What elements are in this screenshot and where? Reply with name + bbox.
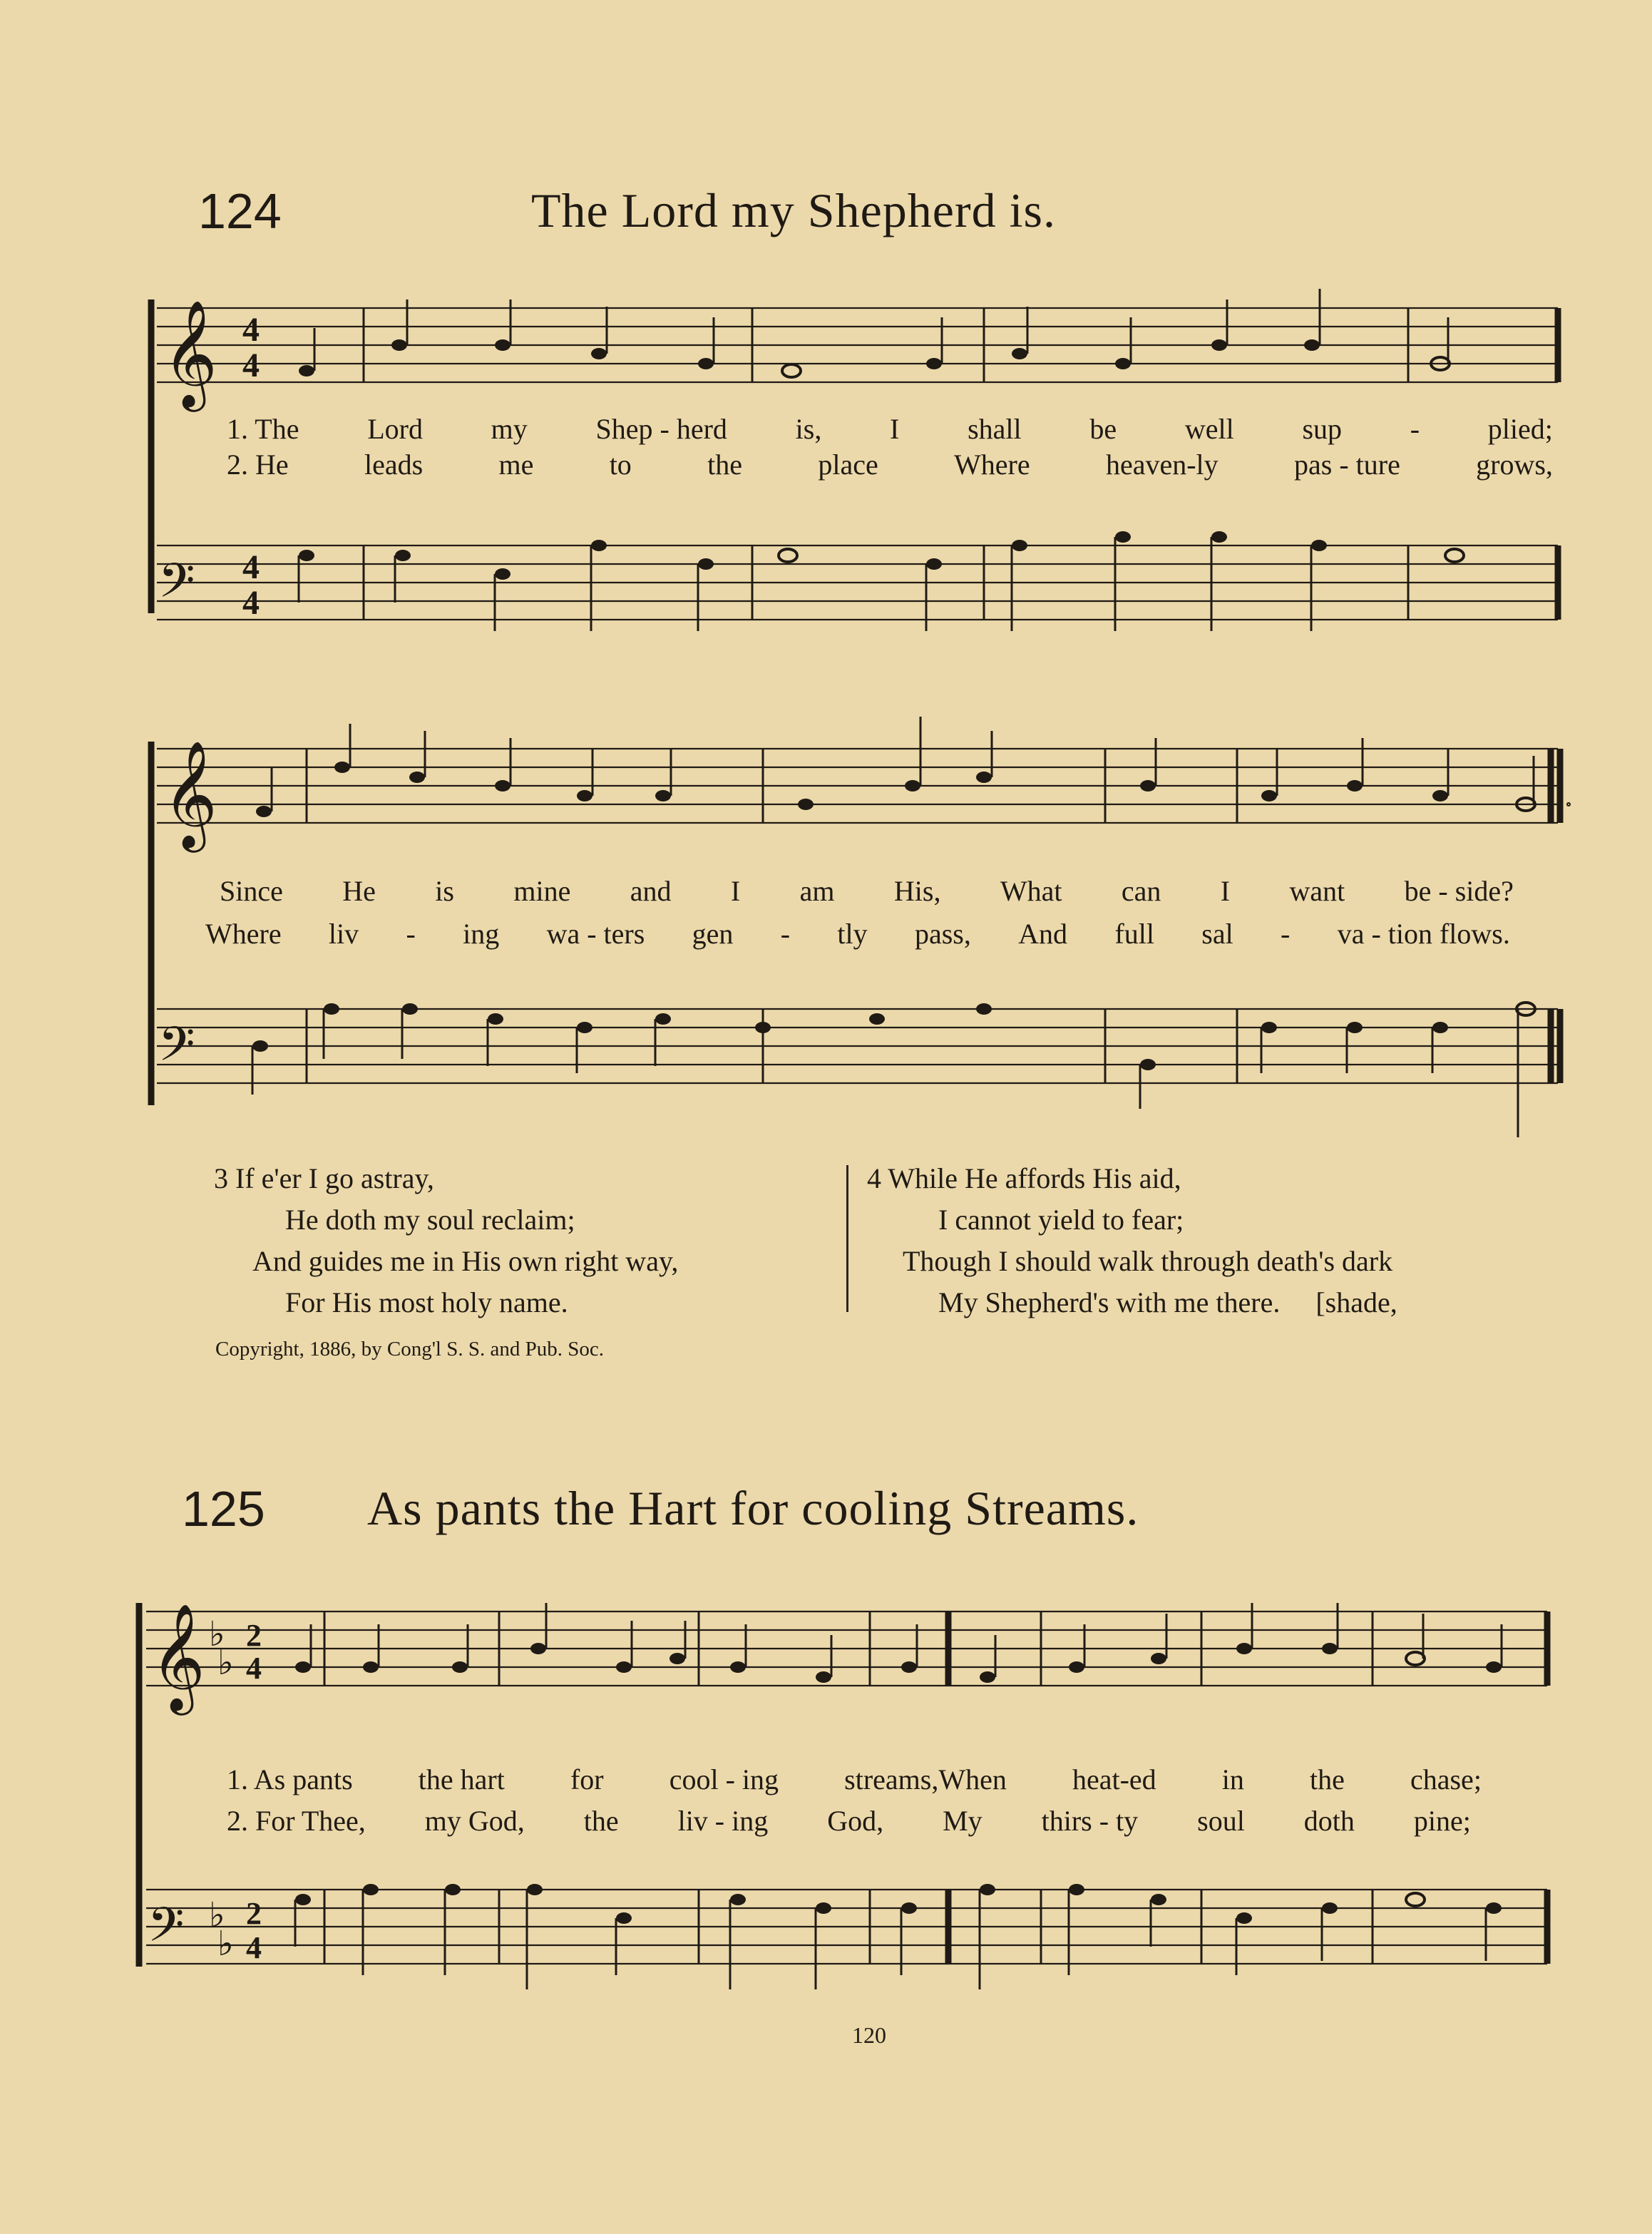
lyric-syllable: is <box>435 875 454 907</box>
lyric-syllable: - <box>1410 413 1420 445</box>
stanza-line: My Shepherd's with me there. [shade, <box>938 1286 1397 1318</box>
hymn-125-verse-2 <box>227 1804 1471 1838</box>
lyric-syllable: full <box>1114 918 1154 950</box>
lyric-syllable: pas - ture <box>1294 449 1400 481</box>
hymn-124-system-2-treble-staff <box>143 727 1561 870</box>
svg-text:𝄢: 𝄢 <box>148 1897 185 1964</box>
svg-text:𝄢: 𝄢 <box>158 553 195 620</box>
hymn-124-system-2-verse-1 <box>220 874 1514 908</box>
hymn-125-treble-staff <box>132 1596 1551 1738</box>
lyric-syllable: Lord <box>367 413 423 445</box>
hymn-124-system-2-bass-staff <box>143 966 1561 1137</box>
lyric-syllable: ing <box>463 918 500 950</box>
stanza-line: He doth my soul reclaim; <box>285 1204 575 1236</box>
hymn-125-title: As pants the Hart for cooling Streams. <box>367 1481 1139 1535</box>
lyric-syllable: thirs - ty <box>1041 1805 1139 1837</box>
lyric-syllable: streams,When <box>844 1763 1007 1795</box>
stanza-line: And guides me in His own right way, <box>252 1245 679 1277</box>
lyric-syllable: tly <box>837 918 868 950</box>
hymn-124-system-1-bass-staff <box>143 503 1561 645</box>
lyric-syllable: me <box>498 449 534 481</box>
lyric-syllable: for <box>570 1763 604 1795</box>
stanza-line: I cannot yield to fear; <box>938 1204 1184 1236</box>
svg-text:♭: ♭ <box>209 1895 225 1935</box>
hymn-124-system-1-treble-staff <box>143 285 1561 428</box>
lyric-syllable: sup <box>1302 413 1343 445</box>
lyric-syllable: Shep - herd <box>595 413 727 445</box>
lyric-syllable: in <box>1221 1763 1244 1795</box>
hymn-124-title: The Lord my Shepherd is. <box>531 183 1056 237</box>
lyric-syllable: to <box>609 449 632 481</box>
hymn-125-bass-staff <box>132 1847 1551 2018</box>
lyric-syllable: mine <box>513 875 571 907</box>
stanza-line: Though I should walk through death's dark <box>903 1245 1393 1277</box>
lyric-syllable: God, <box>827 1805 884 1837</box>
svg-text:𝄞: 𝄞 <box>163 299 217 407</box>
lyric-syllable: Where <box>205 918 282 950</box>
svg-text:2: 2 <box>246 1618 262 1653</box>
lyric-syllable: liv <box>328 918 359 950</box>
lyric-syllable: What <box>1000 875 1062 907</box>
lyric-syllable: my God, <box>424 1805 525 1837</box>
lyric-syllable: - <box>780 918 791 950</box>
page-number: 120 <box>852 2022 886 2048</box>
hymn-124-system-2-verse-2 <box>205 917 1510 951</box>
stanza-line: For His most holy name. <box>285 1286 568 1318</box>
lyric-syllable: va - tion flows. <box>1337 918 1510 950</box>
lyric-syllable: doth <box>1303 1805 1355 1837</box>
lyric-syllable: - <box>1281 918 1291 950</box>
stanza-line: 4 While He affords His aid, <box>867 1162 1181 1194</box>
lyric-syllable: chase; <box>1410 1763 1482 1795</box>
lyric-syllable: My <box>943 1805 983 1837</box>
lyric-syllable: pine; <box>1413 1805 1471 1837</box>
lyric-syllable: cool - ing <box>669 1763 779 1795</box>
svg-text:♭: ♭ <box>217 1643 234 1683</box>
lyric-syllable: He <box>342 875 376 907</box>
svg-text:𝄞: 𝄞 <box>150 1602 205 1711</box>
lyric-syllable: plied; <box>1487 413 1553 445</box>
svg-text:𝄢: 𝄢 <box>158 1017 195 1083</box>
lyric-syllable: the hart <box>418 1763 505 1795</box>
svg-text:4: 4 <box>242 548 260 586</box>
lyric-syllable: Since <box>220 875 283 907</box>
lyric-syllable: I <box>890 413 900 445</box>
lyric-syllable: and <box>630 875 672 907</box>
lyric-syllable: - <box>406 918 416 950</box>
svg-text:𝄞: 𝄞 <box>163 739 217 848</box>
svg-text:4: 4 <box>242 311 260 349</box>
stanza-line: 3 If e'er I go astray, <box>214 1162 434 1194</box>
lyric-syllable: liv - ing <box>677 1805 769 1837</box>
lyric-syllable: soul <box>1197 1805 1245 1837</box>
lyric-syllable: be - side? <box>1404 875 1514 907</box>
lyric-syllable: grows, <box>1476 449 1553 481</box>
svg-text:♭: ♭ <box>217 1924 234 1964</box>
lyric-syllable: Where <box>954 449 1030 481</box>
lyric-syllable: I <box>1220 875 1231 907</box>
lyric-syllable: the <box>583 1805 619 1837</box>
hymn-124-stanza-3 <box>214 1158 678 1323</box>
hymn-124-copyright: Copyright, 1886, by Cong'l S. S. and Pub. Soc. <box>215 1338 604 1361</box>
lyric-syllable: heat-ed <box>1072 1763 1156 1795</box>
lyric-syllable: place <box>818 449 878 481</box>
lyric-syllable: heaven-ly <box>1105 449 1219 481</box>
lyric-syllable: His, <box>893 875 941 907</box>
lyric-syllable: sal <box>1201 918 1233 950</box>
lyric-syllable: leads <box>364 449 424 481</box>
lyric-syllable: 1. As pants <box>227 1763 353 1795</box>
hymn-124-system-1-verse-1 <box>227 412 1553 446</box>
svg-text:♭: ♭ <box>209 1614 225 1654</box>
svg-text:2: 2 <box>246 1896 262 1931</box>
lyric-syllable: want <box>1289 875 1345 907</box>
hymn-124-number: 124 <box>198 183 282 239</box>
svg-text:4: 4 <box>242 347 260 384</box>
lyric-syllable: 2. For Thee, <box>227 1805 366 1837</box>
stanza-divider <box>846 1165 848 1312</box>
lyric-syllable: shall <box>968 413 1022 445</box>
lyric-syllable: pass, <box>914 918 971 950</box>
lyric-syllable: am <box>799 875 835 907</box>
lyric-syllable: 2. He <box>227 449 289 481</box>
lyric-syllable: the <box>707 449 743 481</box>
hymn-125-verse-1 <box>227 1763 1482 1796</box>
lyric-syllable: wa - ters <box>546 918 645 950</box>
lyric-syllable: And <box>1018 918 1068 950</box>
lyric-syllable: the <box>1310 1763 1345 1795</box>
lyric-syllable: can <box>1121 875 1161 907</box>
lyric-syllable: is, <box>795 413 822 445</box>
svg-text:4: 4 <box>242 584 260 622</box>
lyric-syllable: well <box>1184 413 1234 445</box>
hymn-124-system-1-verse-2 <box>227 448 1553 481</box>
svg-text:4: 4 <box>246 1651 262 1686</box>
lyric-syllable: be <box>1089 413 1117 445</box>
lyric-syllable: gen <box>692 918 734 950</box>
svg-text:4: 4 <box>246 1930 262 1965</box>
hymn-125-number: 125 <box>182 1481 265 1537</box>
lyric-syllable: 1. The <box>227 413 299 445</box>
lyric-syllable: my <box>491 413 528 445</box>
lyric-syllable: I <box>730 875 741 907</box>
hymn-124-stanza-4 <box>867 1158 1397 1323</box>
